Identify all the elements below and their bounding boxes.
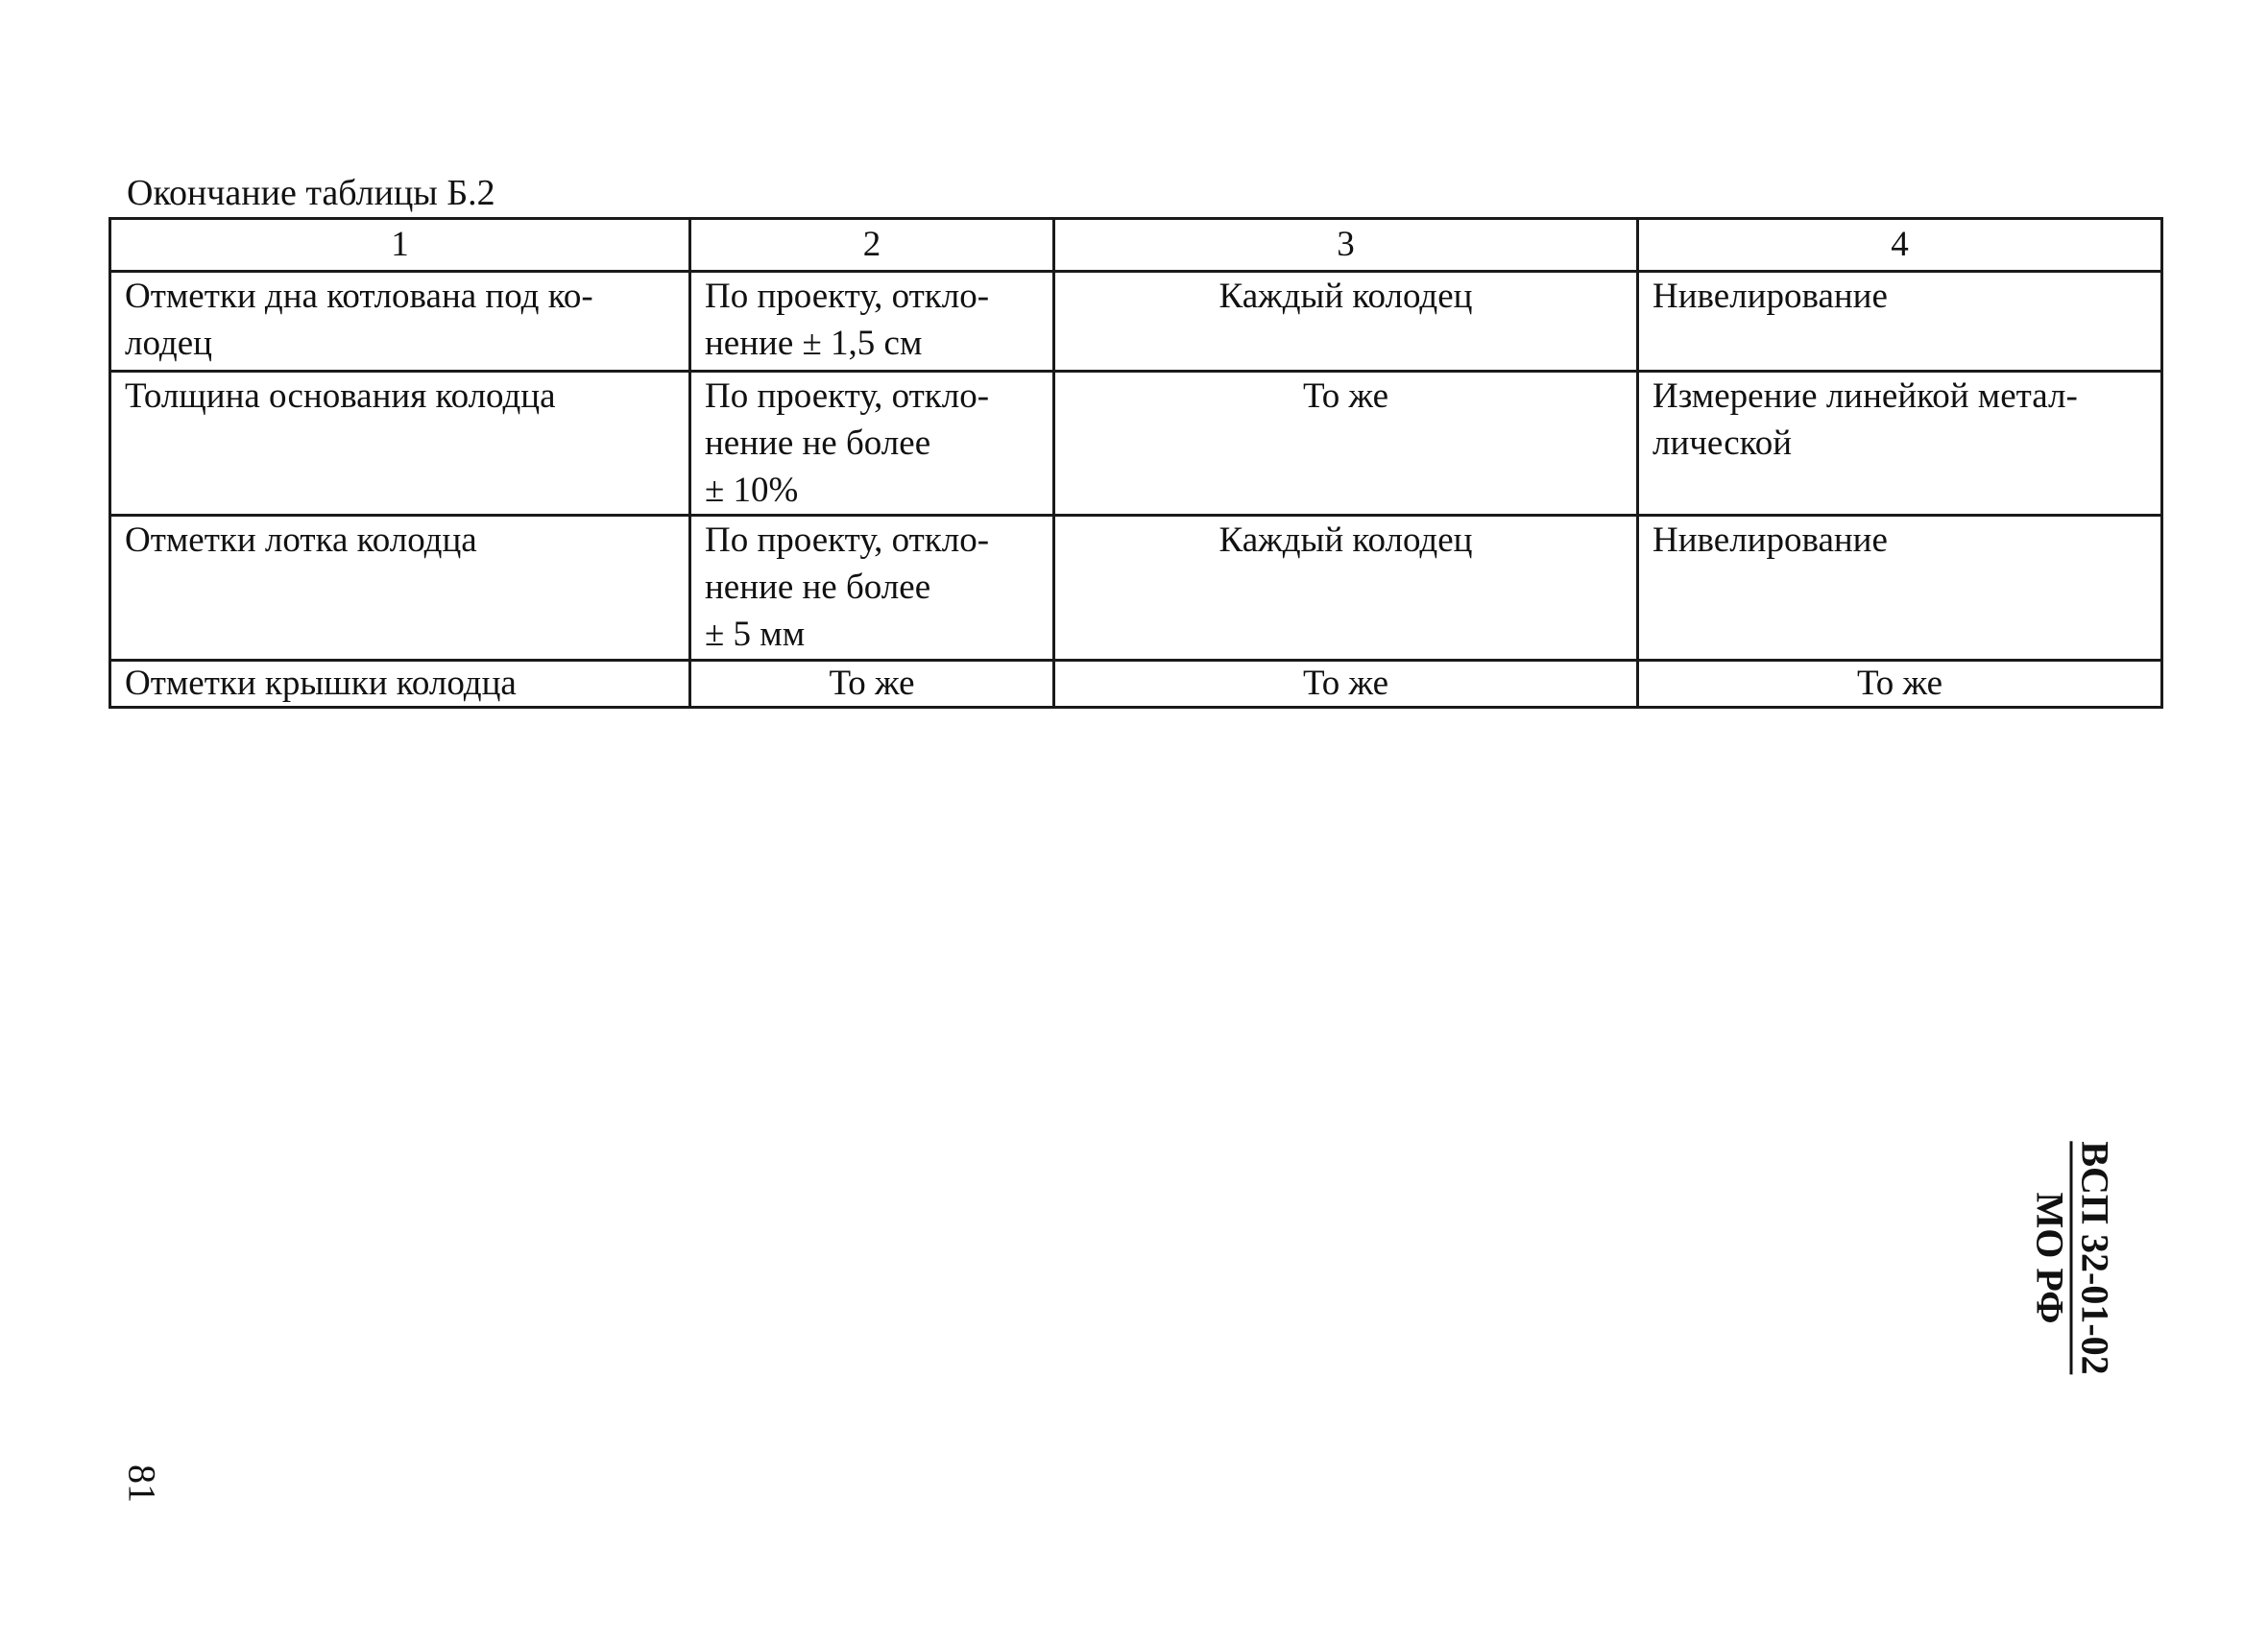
cell-text: Каждый колодец — [1218, 277, 1473, 316]
table-row — [110, 516, 2162, 661]
cell-text: По проекту, откло- нение не более ± 5 мм — [705, 520, 990, 654]
table-cell — [1638, 372, 2162, 516]
table-header-row — [110, 219, 2162, 272]
table-row — [110, 661, 2162, 708]
column-header-1: 1 — [110, 219, 690, 272]
table-cell — [690, 272, 1054, 372]
table-cell — [1054, 272, 1638, 372]
column-header-3: 3 — [1054, 219, 1638, 272]
cell-text: По проекту, откло- нение ± 1,5 см — [705, 277, 990, 363]
cell-text: Нивелирование — [1653, 520, 1888, 560]
table-cell — [110, 516, 690, 661]
cell-text: То же — [1856, 664, 1943, 703]
table-cell — [110, 372, 690, 516]
cell-text: По проекту, откло- нение не более ± 10% — [705, 376, 990, 510]
table-caption: Окончание таблицы Б.2 — [127, 173, 495, 213]
table-cell — [1638, 516, 2162, 661]
document-code-stamp — [2028, 1133, 2116, 1383]
column-header-2: 2 — [690, 219, 1054, 272]
cell-text: Каждый колодец — [1218, 520, 1473, 560]
document-organization: МО РФ — [2028, 1192, 2072, 1324]
cell-text: То же — [1302, 664, 1389, 703]
table-cell — [110, 272, 690, 372]
cell-text: Отметки лотка колодца — [125, 520, 477, 560]
page-number-text: 81 — [120, 1464, 164, 1503]
cell-text: Толщина основания колодца — [125, 376, 556, 416]
cell-text: То же — [829, 664, 915, 703]
document-code: ВСП 32-01-02 — [2070, 1141, 2115, 1374]
cell-text: Нивелирование — [1653, 277, 1888, 316]
table-cell — [690, 372, 1054, 516]
table-row — [110, 372, 2162, 516]
cell-text: Измерение линейкой метал- лической — [1653, 376, 2078, 463]
table-cell — [1638, 661, 2162, 708]
table-cell — [690, 516, 1054, 661]
page-number — [113, 1455, 171, 1512]
cell-text: Отметки дна котлована под ко- лодец — [125, 277, 593, 363]
table-cell — [1638, 272, 2162, 372]
table-cell — [1054, 516, 1638, 661]
document-code-text — [2030, 1141, 2115, 1374]
table-row — [110, 272, 2162, 372]
table-cell — [1054, 661, 1638, 708]
cell-text: Отметки крышки колодца — [125, 664, 517, 703]
table-cell — [110, 661, 690, 708]
cell-text: То же — [1302, 376, 1389, 416]
table-cell — [690, 661, 1054, 708]
table-cell — [1054, 372, 1638, 516]
column-header-4: 4 — [1638, 219, 2162, 272]
data-table — [109, 217, 2163, 709]
